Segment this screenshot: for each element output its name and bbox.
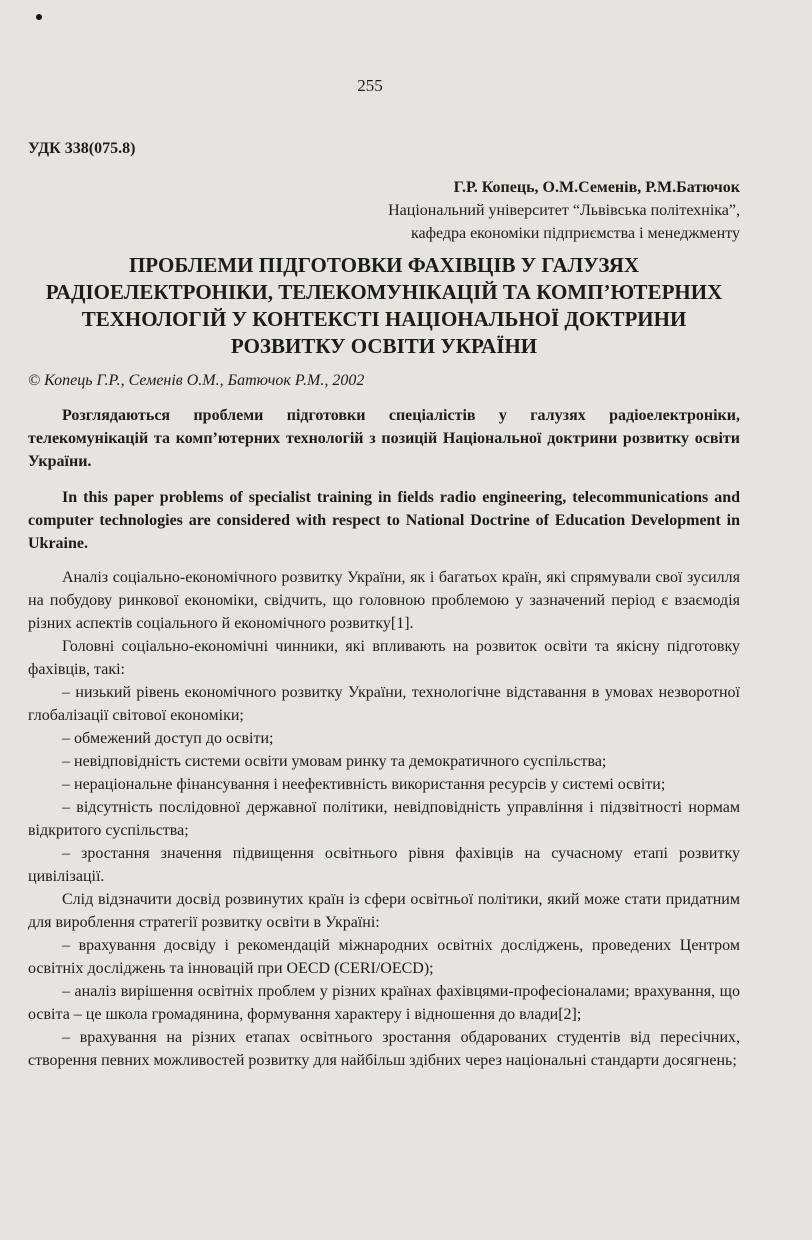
title-line: РАДІОЕЛЕКТРОНІКИ, ТЕЛЕКОМУНІКАЦІЙ ТА КОМП’ЮТЕРНИХ <box>45 280 723 304</box>
title-line: ПРОБЛЕМИ ПІДГОТОВКИ ФАХІВЦІВ У ГАЛУЗЯХ <box>128 253 640 277</box>
bullet-mark <box>36 14 42 20</box>
title-line: РОЗВИТКУ ОСВІТИ УКРАЇНИ <box>230 334 538 358</box>
author-block <box>28 176 740 245</box>
list-item: – низький рівень економічного розвитку України, технологічне відставання в умовах незворотної глобалізації світової економіки; <box>28 684 740 724</box>
article-body <box>28 566 740 1072</box>
abstract-ukrainian <box>28 404 740 473</box>
page-number: 255 <box>357 76 383 95</box>
list-item: – обмежений доступ до освіти; <box>62 730 274 747</box>
affiliation-line-2: кафедра економіки підприємства і менеджменту <box>410 225 740 242</box>
list-item: – врахування на різних етапах освітнього зростання обдарованих студентів від пересічних, створення певних можливостей розвитку для найбільш здібних через національні стандарти досягнень; <box>28 1029 740 1069</box>
list-item: – нераціональне фінансування і неефективність використання ресурсів у системі освіти; <box>62 776 666 793</box>
list-item: – невідповідність системи освіти умовам ринку та демократичного суспільства; <box>62 753 607 770</box>
authors: Г.Р. Копець, О.М.Семенів, Р.М.Батючок <box>453 179 740 196</box>
abstract-en-text: In this paper problems of specialist training in fields radio engineering, telecommunications and computer technologies are considered with respect to National Doctrine of Education Development in Ukraine. <box>28 489 740 552</box>
body-paragraph: Головні соціально-економічні чинники, які впливають на розвиток освіти та якісну підготовку фахівців, такі: <box>28 638 740 678</box>
copyright: © Копець Г.Р., Семенів О.М., Батючок Р.М., 2002 <box>28 372 365 389</box>
title-line: ТЕХНОЛОГІЙ У КОНТЕКСТІ НАЦІОНАЛЬНОЇ ДОКТРИНИ <box>81 307 687 331</box>
list-item: – зростання значення підвищення освітнього рівня фахівців на сучасному етапі розвитку цивілізації. <box>28 845 740 885</box>
list-item: – врахування досвіду і рекомендацій міжнародних освітніх досліджень, проведених Центром освітніх досліджень та інновацій при OECD (CERI/OECD); <box>28 937 740 977</box>
affiliation-line-1: Національний університет “Львівська політехніка”, <box>388 202 740 219</box>
abstract-english <box>28 486 740 555</box>
list-item: – аналіз вирішення освітніх проблем у різних країнах фахівцями-професіоналами; врахування, що освіта – це школа громадянина, формування характеру і відношення до влади[2]; <box>28 983 740 1023</box>
abstract-ua-text: Розглядаються проблеми підготовки спеціалістів у галузях радіоелектроніки, телекомунікацій та комп’ютерних технологій з позицій Національної доктрини розвитку освіти України. <box>28 407 740 470</box>
list-item: – відсутність послідовної державної політики, невідповідність управління і підзвітності нормам відкритого суспільства; <box>28 799 740 839</box>
body-paragraph: Аналіз соціально-економічного розвитку України, як і багатьох країн, які спрямували свої зусилля на побудову ринкової економіки, свідчить, що головною проблемою у зазначений період є взаємодія різних аспектів соціального й економічного розвитку[1]. <box>28 569 740 632</box>
body-paragraph: Слід відзначити досвід розвинутих країн із сфери освітньої політики, який може стати придатним для вироблення стратегії розвитку освіти в Україні: <box>28 891 740 931</box>
article-title <box>28 252 740 360</box>
udc-code: УДК 338(075.8) <box>28 140 136 157</box>
